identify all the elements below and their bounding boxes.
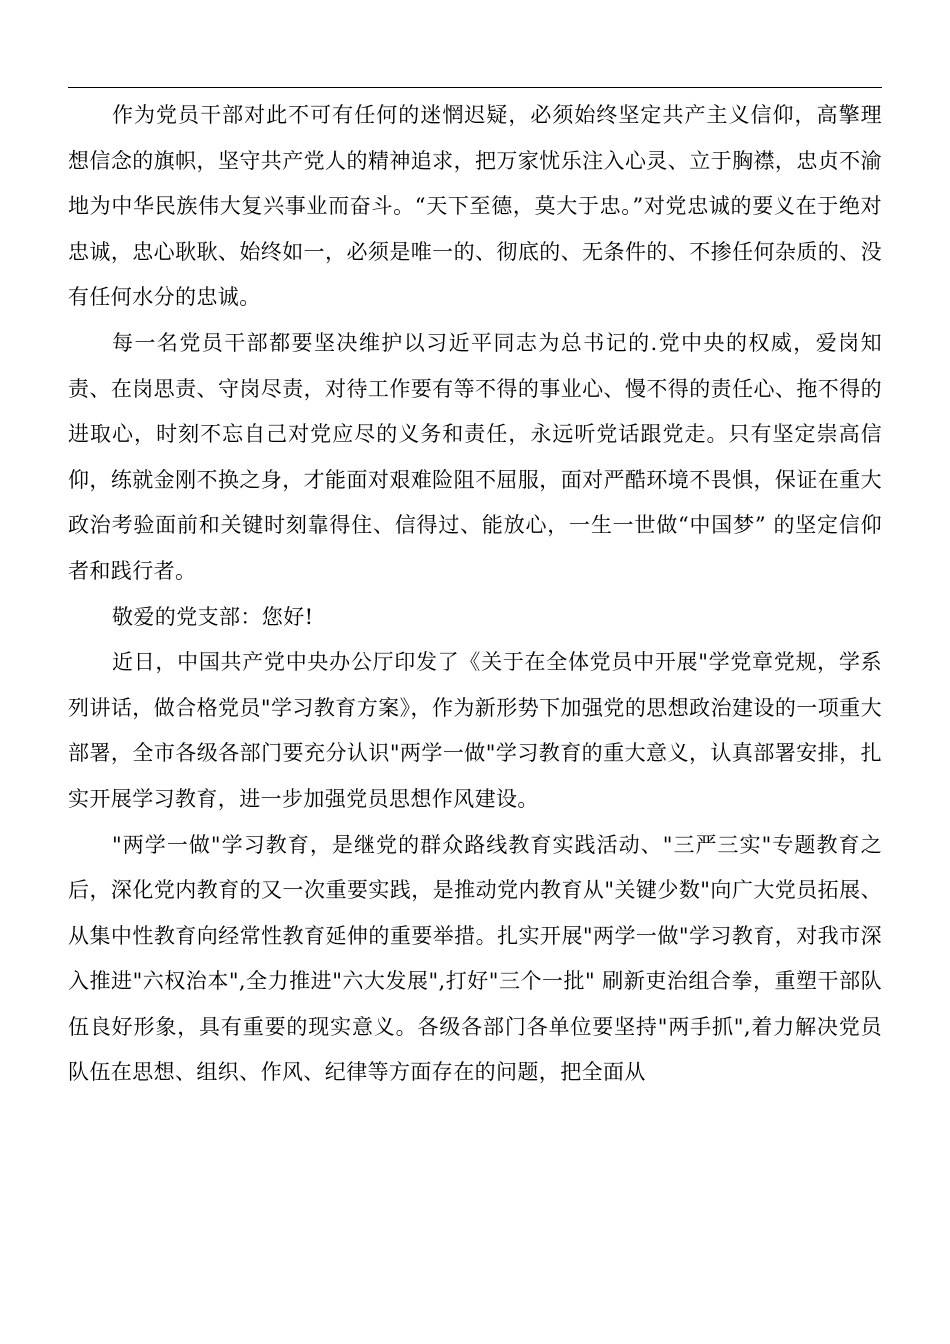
paragraph-5: "两学一做"学习教育，是继党的群众路线教育实践活动、"三严三实"专题教育之后，深化党内教育的又一次重要实践，是推动党内教育从"关键少数"向广大党员拓展、从集中性教育向经常性教育延伸的重要举措。扎实开展"两学一做"学习教育，对我市深入推进"六权治本",全力推进"六大发展",打好"三个一批" 刷新吏治组合拳，重塑干部队伍良好形象，具有重要的现实意义。各级各部门各单位要坚持"两手抓",着力解决党员队伍在思想、组织、作风、纪律等方面存在的问题，把全面从: [68, 832, 882, 1085]
paragraph-4: 近日，中国共产党中央办公厅印发了《关于在全体党员中开展"学党章党规，学系列讲话，做合格党员"学习教育方案》，作为新形势下加强党的思想政治建设的一项重大部署，全市各级各部门要充分认识"两学一做"学习教育的重大意义，认真部署安排，扎实开展学习教育，进一步加强党员思想作风建设。: [68, 650, 882, 811]
document-body: [68, 93, 882, 1096]
paragraph-1: 作为党员干部对此不可有任何的迷惘迟疑，必须始终坚定共产主义信仰，高擎理想信念的旗帜，坚守共产党人的精神追求，把万家忧乐注入心灵、立于胸襟，忠贞不渝地为中华民族伟大复兴事业而奋斗。“天下至德，莫大于忠。”对党忠诚的要义在于绝对忠诚，忠心耿耿、始终如一，必须是唯一的、彻底的、无条件的、不掺任何杂质的、没有任何水分的忠诚。: [68, 103, 882, 310]
paragraph-3: 敬爱的党支部：您好!: [112, 604, 314, 629]
paragraph-2: 每一名党员干部都要坚决维护以习近平同志为总书记的.党中央的权威，爱岗知责、在岗思责、守岗尽责，对待工作要有等不得的事业心、慢不得的责任心、拖不得的进取心，时刻不忘自己对党应尽的义务和责任，永远听党话跟党走。只有坚定崇高信仰，练就金刚不换之身，才能面对艰难险阻不屈服，面对严酷环境不畏惧，保证在重大政治考验面前和关键时刻靠得住、信得过、能放心，一生一世做“中国梦” 的坚定信仰者和践行者。: [68, 330, 882, 583]
header-rule: [68, 87, 882, 88]
